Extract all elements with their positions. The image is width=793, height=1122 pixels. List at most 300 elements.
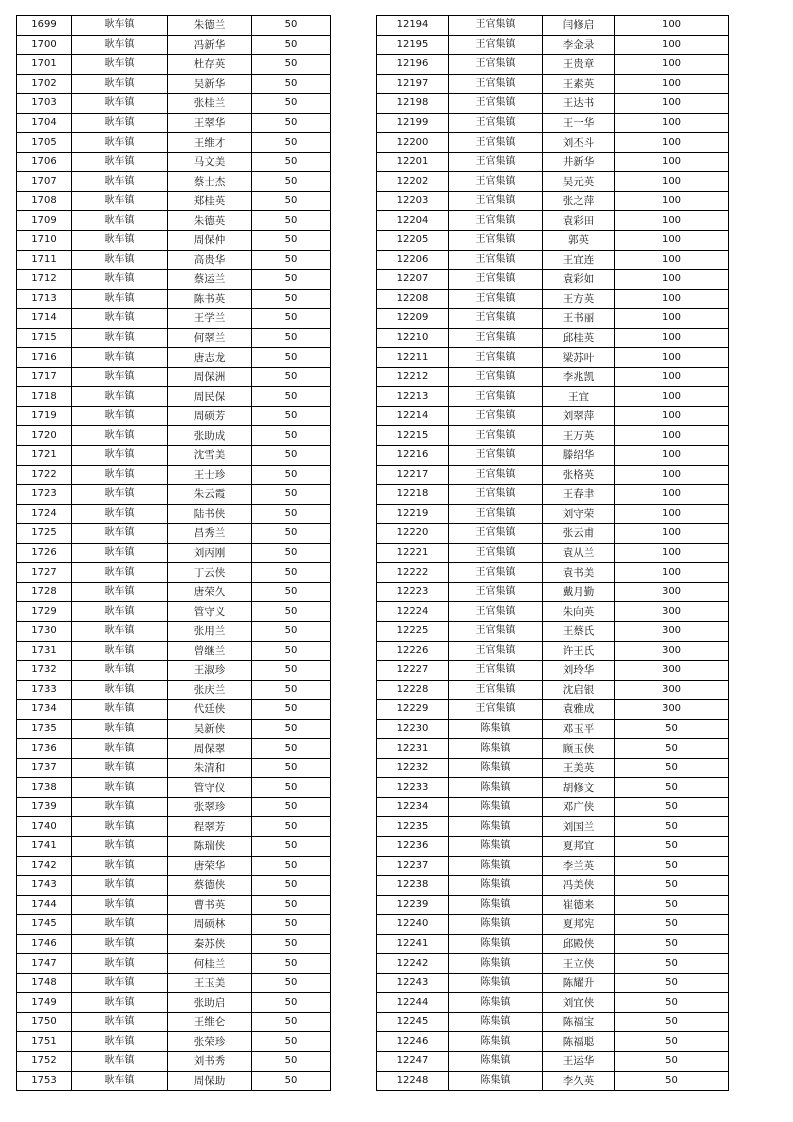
amount-cell: 100 bbox=[615, 328, 729, 348]
row-number-cell: 12203 bbox=[377, 191, 449, 211]
town-name-cell: 耿车镇 bbox=[72, 231, 168, 251]
person-name-cell: 李久英 bbox=[543, 1071, 615, 1091]
person-name-cell: 蔡德侠 bbox=[168, 876, 252, 896]
table-row bbox=[377, 1051, 729, 1071]
row-number-cell: 1703 bbox=[17, 94, 72, 114]
table-row bbox=[17, 387, 331, 407]
town-name-cell: 耿车镇 bbox=[72, 641, 168, 661]
amount-cell: 100 bbox=[615, 446, 729, 466]
amount-cell: 100 bbox=[615, 16, 729, 36]
row-number-cell: 1738 bbox=[17, 778, 72, 798]
table-row bbox=[377, 758, 729, 778]
town-name-cell: 耿车镇 bbox=[72, 367, 168, 387]
town-name-cell: 陈集镇 bbox=[449, 739, 543, 759]
row-number-cell: 12199 bbox=[377, 113, 449, 133]
person-name-cell: 许王氏 bbox=[543, 641, 615, 661]
person-name-cell: 沈启银 bbox=[543, 680, 615, 700]
amount-cell: 100 bbox=[615, 406, 729, 426]
table-row bbox=[377, 641, 729, 661]
town-name-cell: 王官集镇 bbox=[449, 485, 543, 505]
amount-cell: 50 bbox=[252, 543, 331, 563]
person-name-cell: 刘玲华 bbox=[543, 661, 615, 681]
town-name-cell: 王官集镇 bbox=[449, 328, 543, 348]
row-number-cell: 12227 bbox=[377, 661, 449, 681]
row-number-cell: 1725 bbox=[17, 524, 72, 544]
table-row bbox=[377, 582, 729, 602]
table-row bbox=[17, 524, 331, 544]
town-name-cell: 王官集镇 bbox=[449, 446, 543, 466]
table-row bbox=[17, 172, 331, 192]
amount-cell: 50 bbox=[252, 700, 331, 720]
amount-cell: 100 bbox=[615, 152, 729, 172]
table-row bbox=[17, 16, 331, 36]
person-name-cell: 唐荣华 bbox=[168, 856, 252, 876]
table-row bbox=[377, 348, 729, 368]
person-name-cell: 周保仲 bbox=[168, 231, 252, 251]
table-row bbox=[17, 231, 331, 251]
amount-cell: 50 bbox=[252, 289, 331, 309]
amount-cell: 100 bbox=[615, 211, 729, 231]
row-number-cell: 1720 bbox=[17, 426, 72, 446]
table-row bbox=[377, 426, 729, 446]
person-name-cell: 顾玉侠 bbox=[543, 739, 615, 759]
row-number-cell: 1711 bbox=[17, 250, 72, 270]
amount-cell: 100 bbox=[615, 35, 729, 55]
row-number-cell: 12217 bbox=[377, 465, 449, 485]
town-name-cell: 耿车镇 bbox=[72, 563, 168, 583]
person-name-cell: 袁彩田 bbox=[543, 211, 615, 231]
row-number-cell: 12194 bbox=[377, 16, 449, 36]
row-number-cell: 1741 bbox=[17, 836, 72, 856]
row-number-cell: 1744 bbox=[17, 895, 72, 915]
person-name-cell: 曾继兰 bbox=[168, 641, 252, 661]
person-name-cell: 张助启 bbox=[168, 993, 252, 1013]
row-number-cell: 1712 bbox=[17, 270, 72, 290]
table-row bbox=[377, 973, 729, 993]
table-row bbox=[17, 602, 331, 622]
table-row bbox=[17, 465, 331, 485]
town-name-cell: 耿车镇 bbox=[72, 406, 168, 426]
row-number-cell: 1750 bbox=[17, 1012, 72, 1032]
person-name-cell: 王学兰 bbox=[168, 309, 252, 329]
amount-cell: 100 bbox=[615, 485, 729, 505]
table-row bbox=[17, 289, 331, 309]
person-name-cell: 王士珍 bbox=[168, 465, 252, 485]
person-name-cell: 滕绍华 bbox=[543, 446, 615, 466]
amount-cell: 50 bbox=[252, 270, 331, 290]
table-row bbox=[377, 817, 729, 837]
row-number-cell: 1714 bbox=[17, 309, 72, 329]
row-number-cell: 1743 bbox=[17, 876, 72, 896]
table-row bbox=[377, 406, 729, 426]
town-name-cell: 王官集镇 bbox=[449, 406, 543, 426]
person-name-cell: 朱云霞 bbox=[168, 485, 252, 505]
table-row bbox=[377, 1032, 729, 1052]
table-row bbox=[17, 856, 331, 876]
row-number-cell: 1739 bbox=[17, 797, 72, 817]
amount-cell: 100 bbox=[615, 172, 729, 192]
left-roster-table bbox=[16, 15, 331, 1091]
person-name-cell: 吴新侠 bbox=[168, 719, 252, 739]
table-row bbox=[377, 739, 729, 759]
table-row bbox=[377, 211, 729, 231]
town-name-cell: 耿车镇 bbox=[72, 836, 168, 856]
town-name-cell: 耿车镇 bbox=[72, 74, 168, 94]
person-name-cell: 袁彩如 bbox=[543, 270, 615, 290]
person-name-cell: 张翠珍 bbox=[168, 797, 252, 817]
amount-cell: 50 bbox=[252, 35, 331, 55]
town-name-cell: 耿车镇 bbox=[72, 817, 168, 837]
person-name-cell: 刘宜侠 bbox=[543, 993, 615, 1013]
town-name-cell: 王官集镇 bbox=[449, 133, 543, 153]
table-row bbox=[17, 367, 331, 387]
amount-cell: 50 bbox=[252, 16, 331, 36]
town-name-cell: 陈集镇 bbox=[449, 817, 543, 837]
person-name-cell: 张格英 bbox=[543, 465, 615, 485]
row-number-cell: 12232 bbox=[377, 758, 449, 778]
table-row bbox=[377, 680, 729, 700]
table-row bbox=[17, 739, 331, 759]
table-row bbox=[377, 328, 729, 348]
table-row bbox=[377, 915, 729, 935]
amount-cell: 50 bbox=[252, 876, 331, 896]
town-name-cell: 王官集镇 bbox=[449, 563, 543, 583]
amount-cell: 100 bbox=[615, 133, 729, 153]
row-number-cell: 12228 bbox=[377, 680, 449, 700]
table-row bbox=[17, 661, 331, 681]
table-row bbox=[17, 719, 331, 739]
table-row bbox=[17, 504, 331, 524]
table-row bbox=[17, 1051, 331, 1071]
town-name-cell: 耿车镇 bbox=[72, 485, 168, 505]
amount-cell: 50 bbox=[252, 836, 331, 856]
amount-cell: 100 bbox=[615, 309, 729, 329]
town-name-cell: 陈集镇 bbox=[449, 1071, 543, 1091]
amount-cell: 100 bbox=[615, 191, 729, 211]
town-name-cell: 耿车镇 bbox=[72, 16, 168, 36]
amount-cell: 100 bbox=[615, 250, 729, 270]
row-number-cell: 12234 bbox=[377, 797, 449, 817]
person-name-cell: 陈福聪 bbox=[543, 1032, 615, 1052]
row-number-cell: 1715 bbox=[17, 328, 72, 348]
table-row bbox=[17, 621, 331, 641]
row-number-cell: 1751 bbox=[17, 1032, 72, 1052]
amount-cell: 50 bbox=[615, 993, 729, 1013]
person-name-cell: 蔡运兰 bbox=[168, 270, 252, 290]
row-number-cell: 1735 bbox=[17, 719, 72, 739]
person-name-cell: 梁苏叶 bbox=[543, 348, 615, 368]
row-number-cell: 1710 bbox=[17, 231, 72, 251]
amount-cell: 50 bbox=[252, 94, 331, 114]
town-name-cell: 陈集镇 bbox=[449, 856, 543, 876]
row-number-cell: 1730 bbox=[17, 621, 72, 641]
row-number-cell: 12212 bbox=[377, 367, 449, 387]
table-row bbox=[377, 661, 729, 681]
person-name-cell: 张之萍 bbox=[543, 191, 615, 211]
amount-cell: 50 bbox=[252, 1012, 331, 1032]
row-number-cell: 12238 bbox=[377, 876, 449, 896]
table-row bbox=[17, 94, 331, 114]
table-row bbox=[17, 55, 331, 75]
town-name-cell: 耿车镇 bbox=[72, 113, 168, 133]
town-name-cell: 耿车镇 bbox=[72, 973, 168, 993]
row-number-cell: 1704 bbox=[17, 113, 72, 133]
town-name-cell: 陈集镇 bbox=[449, 895, 543, 915]
town-name-cell: 耿车镇 bbox=[72, 993, 168, 1013]
row-number-cell: 1747 bbox=[17, 954, 72, 974]
row-number-cell: 1702 bbox=[17, 74, 72, 94]
amount-cell: 50 bbox=[252, 172, 331, 192]
amount-cell: 50 bbox=[252, 661, 331, 681]
person-name-cell: 邱殿侠 bbox=[543, 934, 615, 954]
person-name-cell: 刘守荣 bbox=[543, 504, 615, 524]
person-name-cell: 王立侠 bbox=[543, 954, 615, 974]
row-number-cell: 1724 bbox=[17, 504, 72, 524]
person-name-cell: 朱德兰 bbox=[168, 16, 252, 36]
table-row bbox=[17, 758, 331, 778]
amount-cell: 50 bbox=[615, 915, 729, 935]
row-number-cell: 12247 bbox=[377, 1051, 449, 1071]
row-number-cell: 1729 bbox=[17, 602, 72, 622]
person-name-cell: 王维仑 bbox=[168, 1012, 252, 1032]
town-name-cell: 耿车镇 bbox=[72, 797, 168, 817]
person-name-cell: 唐荣久 bbox=[168, 582, 252, 602]
table-row bbox=[17, 895, 331, 915]
table-row bbox=[377, 231, 729, 251]
person-name-cell: 周硕芳 bbox=[168, 406, 252, 426]
town-name-cell: 陈集镇 bbox=[449, 1012, 543, 1032]
amount-cell: 50 bbox=[615, 817, 729, 837]
amount-cell: 50 bbox=[252, 993, 331, 1013]
person-name-cell: 刘翠萍 bbox=[543, 406, 615, 426]
amount-cell: 50 bbox=[252, 778, 331, 798]
town-name-cell: 耿车镇 bbox=[72, 876, 168, 896]
town-name-cell: 王官集镇 bbox=[449, 35, 543, 55]
person-name-cell: 王运华 bbox=[543, 1051, 615, 1071]
town-name-cell: 耿车镇 bbox=[72, 954, 168, 974]
person-name-cell: 管守仪 bbox=[168, 778, 252, 798]
table-row bbox=[377, 993, 729, 1013]
town-name-cell: 王官集镇 bbox=[449, 211, 543, 231]
amount-cell: 50 bbox=[252, 309, 331, 329]
person-name-cell: 王蔡氏 bbox=[543, 621, 615, 641]
table-row bbox=[377, 954, 729, 974]
row-number-cell: 12222 bbox=[377, 563, 449, 583]
table-row bbox=[377, 836, 729, 856]
table-row bbox=[377, 895, 729, 915]
table-row bbox=[377, 778, 729, 798]
row-number-cell: 12210 bbox=[377, 328, 449, 348]
table-row bbox=[377, 797, 729, 817]
town-name-cell: 王官集镇 bbox=[449, 543, 543, 563]
table-row bbox=[17, 211, 331, 231]
person-name-cell: 王方英 bbox=[543, 289, 615, 309]
town-name-cell: 王官集镇 bbox=[449, 94, 543, 114]
town-name-cell: 耿车镇 bbox=[72, 152, 168, 172]
town-name-cell: 耿车镇 bbox=[72, 328, 168, 348]
town-name-cell: 耿车镇 bbox=[72, 348, 168, 368]
amount-cell: 100 bbox=[615, 367, 729, 387]
row-number-cell: 1728 bbox=[17, 582, 72, 602]
amount-cell: 50 bbox=[252, 55, 331, 75]
row-number-cell: 1742 bbox=[17, 856, 72, 876]
person-name-cell: 朱向英 bbox=[543, 602, 615, 622]
town-name-cell: 耿车镇 bbox=[72, 504, 168, 524]
town-name-cell: 耿车镇 bbox=[72, 778, 168, 798]
person-name-cell: 张用兰 bbox=[168, 621, 252, 641]
amount-cell: 50 bbox=[252, 113, 331, 133]
table-row bbox=[17, 406, 331, 426]
table-row bbox=[377, 74, 729, 94]
amount-cell: 50 bbox=[252, 680, 331, 700]
row-number-cell: 12196 bbox=[377, 55, 449, 75]
person-name-cell: 王宜 bbox=[543, 387, 615, 407]
table-row bbox=[377, 719, 729, 739]
town-name-cell: 耿车镇 bbox=[72, 582, 168, 602]
person-name-cell: 胡修文 bbox=[543, 778, 615, 798]
amount-cell: 100 bbox=[615, 426, 729, 446]
person-name-cell: 张云甫 bbox=[543, 524, 615, 544]
table-row bbox=[17, 348, 331, 368]
town-name-cell: 王官集镇 bbox=[449, 152, 543, 172]
person-name-cell: 吴新华 bbox=[168, 74, 252, 94]
town-name-cell: 耿车镇 bbox=[72, 680, 168, 700]
row-number-cell: 12206 bbox=[377, 250, 449, 270]
amount-cell: 50 bbox=[252, 1051, 331, 1071]
row-number-cell: 1731 bbox=[17, 641, 72, 661]
row-number-cell: 12208 bbox=[377, 289, 449, 309]
person-name-cell: 崔德来 bbox=[543, 895, 615, 915]
row-number-cell: 1749 bbox=[17, 993, 72, 1013]
row-number-cell: 12239 bbox=[377, 895, 449, 915]
table-row bbox=[17, 778, 331, 798]
table-row bbox=[17, 973, 331, 993]
town-name-cell: 耿车镇 bbox=[72, 309, 168, 329]
town-name-cell: 王官集镇 bbox=[449, 602, 543, 622]
amount-cell: 50 bbox=[615, 836, 729, 856]
amount-cell: 50 bbox=[252, 406, 331, 426]
amount-cell: 50 bbox=[252, 465, 331, 485]
person-name-cell: 袁从兰 bbox=[543, 543, 615, 563]
row-number-cell: 12202 bbox=[377, 172, 449, 192]
town-name-cell: 耿车镇 bbox=[72, 55, 168, 75]
row-number-cell: 12201 bbox=[377, 152, 449, 172]
table-row bbox=[17, 35, 331, 55]
row-number-cell: 1727 bbox=[17, 563, 72, 583]
person-name-cell: 朱清和 bbox=[168, 758, 252, 778]
person-name-cell: 刘书秀 bbox=[168, 1051, 252, 1071]
row-number-cell: 12207 bbox=[377, 270, 449, 290]
amount-cell: 50 bbox=[252, 231, 331, 251]
amount-cell: 50 bbox=[252, 856, 331, 876]
town-name-cell: 耿车镇 bbox=[72, 758, 168, 778]
town-name-cell: 王官集镇 bbox=[449, 74, 543, 94]
town-name-cell: 王官集镇 bbox=[449, 465, 543, 485]
amount-cell: 50 bbox=[252, 211, 331, 231]
person-name-cell: 陈福宝 bbox=[543, 1012, 615, 1032]
table-row bbox=[17, 934, 331, 954]
town-name-cell: 陈集镇 bbox=[449, 973, 543, 993]
table-row bbox=[17, 797, 331, 817]
row-number-cell: 12237 bbox=[377, 856, 449, 876]
person-name-cell: 张助成 bbox=[168, 426, 252, 446]
amount-cell: 50 bbox=[252, 915, 331, 935]
row-number-cell: 1752 bbox=[17, 1051, 72, 1071]
person-name-cell: 陈耀升 bbox=[543, 973, 615, 993]
row-number-cell: 12218 bbox=[377, 485, 449, 505]
row-number-cell: 12225 bbox=[377, 621, 449, 641]
town-name-cell: 耿车镇 bbox=[72, 446, 168, 466]
table-row bbox=[17, 993, 331, 1013]
town-name-cell: 王官集镇 bbox=[449, 191, 543, 211]
row-number-cell: 12236 bbox=[377, 836, 449, 856]
amount-cell: 50 bbox=[615, 1051, 729, 1071]
person-name-cell: 陈瑞侠 bbox=[168, 836, 252, 856]
town-name-cell: 陈集镇 bbox=[449, 934, 543, 954]
town-name-cell: 耿车镇 bbox=[72, 1051, 168, 1071]
table-row bbox=[17, 563, 331, 583]
table-row bbox=[17, 1032, 331, 1052]
amount-cell: 50 bbox=[252, 954, 331, 974]
person-name-cell: 王维才 bbox=[168, 133, 252, 153]
row-number-cell: 1723 bbox=[17, 485, 72, 505]
person-name-cell: 袁书美 bbox=[543, 563, 615, 583]
person-name-cell: 周保翠 bbox=[168, 739, 252, 759]
row-number-cell: 1745 bbox=[17, 915, 72, 935]
person-name-cell: 周硕林 bbox=[168, 915, 252, 935]
right-roster-table bbox=[376, 15, 729, 1091]
row-number-cell: 12224 bbox=[377, 602, 449, 622]
town-name-cell: 耿车镇 bbox=[72, 250, 168, 270]
person-name-cell: 沈雪美 bbox=[168, 446, 252, 466]
amount-cell: 300 bbox=[615, 700, 729, 720]
amount-cell: 100 bbox=[615, 524, 729, 544]
table-row bbox=[17, 446, 331, 466]
row-number-cell: 12197 bbox=[377, 74, 449, 94]
town-name-cell: 王官集镇 bbox=[449, 700, 543, 720]
amount-cell: 50 bbox=[252, 563, 331, 583]
table-row bbox=[17, 836, 331, 856]
amount-cell: 50 bbox=[252, 485, 331, 505]
row-number-cell: 1721 bbox=[17, 446, 72, 466]
table-row bbox=[377, 856, 729, 876]
table-row bbox=[17, 915, 331, 935]
amount-cell: 100 bbox=[615, 94, 729, 114]
row-number-cell: 1726 bbox=[17, 543, 72, 563]
row-number-cell: 12223 bbox=[377, 582, 449, 602]
amount-cell: 50 bbox=[252, 74, 331, 94]
row-number-cell: 12243 bbox=[377, 973, 449, 993]
person-name-cell: 冯新华 bbox=[168, 35, 252, 55]
town-name-cell: 王官集镇 bbox=[449, 250, 543, 270]
town-name-cell: 耿车镇 bbox=[72, 524, 168, 544]
amount-cell: 100 bbox=[615, 55, 729, 75]
person-name-cell: 袁雅成 bbox=[543, 700, 615, 720]
person-name-cell: 刘丕斗 bbox=[543, 133, 615, 153]
town-name-cell: 王官集镇 bbox=[449, 16, 543, 36]
town-name-cell: 耿车镇 bbox=[72, 133, 168, 153]
person-name-cell: 程翠芳 bbox=[168, 817, 252, 837]
town-name-cell: 陈集镇 bbox=[449, 993, 543, 1013]
row-number-cell: 1736 bbox=[17, 739, 72, 759]
table-row bbox=[17, 954, 331, 974]
amount-cell: 300 bbox=[615, 621, 729, 641]
town-name-cell: 王官集镇 bbox=[449, 582, 543, 602]
row-number-cell: 12213 bbox=[377, 387, 449, 407]
person-name-cell: 井新华 bbox=[543, 152, 615, 172]
person-name-cell: 周保洲 bbox=[168, 367, 252, 387]
town-name-cell: 王官集镇 bbox=[449, 680, 543, 700]
